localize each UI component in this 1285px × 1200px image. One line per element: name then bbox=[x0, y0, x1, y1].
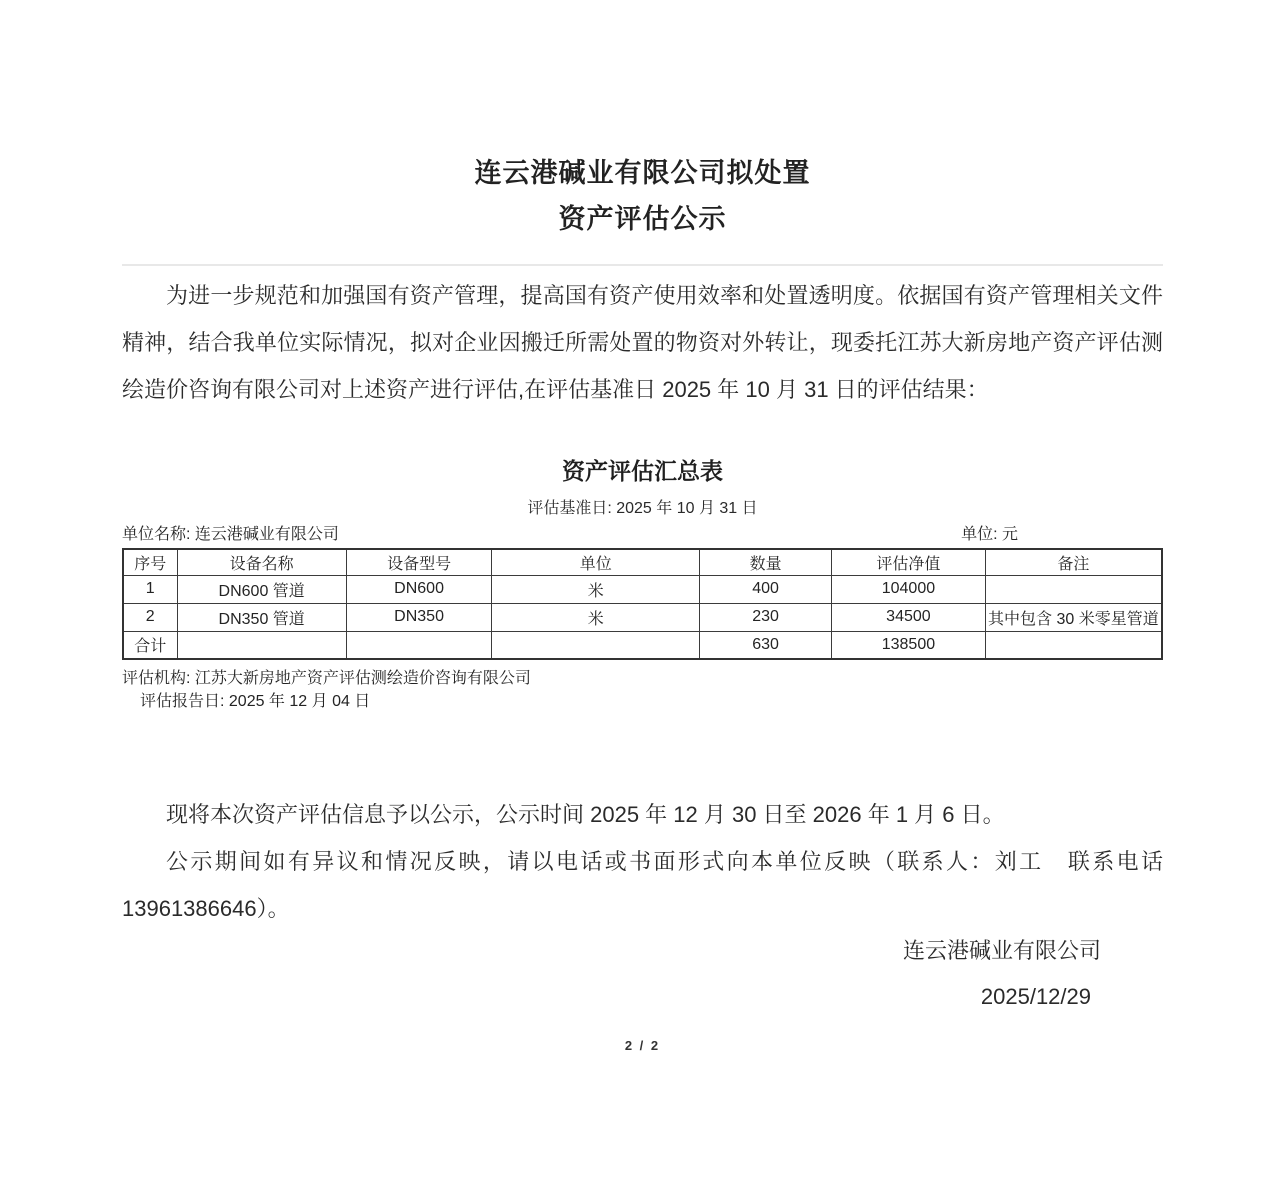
cell-assessed-value: 34500 bbox=[832, 603, 986, 631]
unit-name-label: 单位名称: 连云港碱业有限公司 bbox=[122, 526, 339, 543]
cell-unit bbox=[492, 631, 700, 659]
header-unit: 单位 bbox=[492, 549, 700, 575]
cell-seq: 1 bbox=[123, 575, 177, 603]
document-title-line1: 连云港碱业有限公司拟处置 bbox=[474, 158, 811, 188]
appraisal-report-date-line: 评估报告日: 2025 年 12 月 04 日 bbox=[140, 693, 371, 710]
document-title bbox=[122, 150, 1163, 242]
closing-paragraph-2: 公示期间如有异议和情况反映，请以电话或书面形式向本单位反映（联系人：刘工 联系电话 13961386646）。 bbox=[122, 849, 1163, 921]
intro-paragraph: 为进一步规范和加强国有资产管理，提高国有资产使用效率和处置透明度。依据国有资产管理相关文件精神，结合我单位实际情况，拟对企业因搬迁所需处置的物资对外转让，现委托江苏大新房地产资产评估测绘造价咨询有限公司对上述资产进行评估,在评估基准日 2025 年 10 月 31 日的评估结果： bbox=[122, 283, 1163, 402]
cell-device-model bbox=[346, 631, 491, 659]
summary-table-title: 资产评估汇总表 bbox=[562, 458, 723, 484]
cell-device-model: DN350 bbox=[346, 603, 491, 631]
table-row bbox=[123, 603, 1162, 631]
header-device-name: 设备名称 bbox=[177, 549, 346, 575]
table-total-row bbox=[123, 631, 1162, 659]
table-row bbox=[123, 575, 1162, 603]
cell-quantity: 400 bbox=[700, 575, 832, 603]
cell-remark: 其中包含 30 米零星管道 bbox=[985, 603, 1162, 631]
cell-remark bbox=[985, 575, 1162, 603]
header-device-model: 设备型号 bbox=[346, 549, 491, 575]
cell-device-model: DN600 bbox=[346, 575, 491, 603]
cell-total-label: 合计 bbox=[123, 631, 177, 659]
header-quantity: 数量 bbox=[700, 549, 832, 575]
table-header-row bbox=[123, 549, 1162, 575]
cell-seq: 2 bbox=[123, 603, 177, 631]
cell-unit: 米 bbox=[492, 575, 700, 603]
cell-assessed-value: 104000 bbox=[832, 575, 986, 603]
cell-device-name bbox=[177, 631, 346, 659]
cell-remark bbox=[985, 631, 1162, 659]
table-meta-row bbox=[122, 524, 1163, 546]
title-separator bbox=[122, 264, 1163, 266]
cell-unit: 米 bbox=[492, 603, 700, 631]
cell-quantity: 230 bbox=[700, 603, 832, 631]
header-remark: 备注 bbox=[985, 549, 1162, 575]
header-seq: 序号 bbox=[123, 549, 177, 575]
header-assessed-value: 评估净值 bbox=[832, 549, 986, 575]
base-date-line: 评估基准日: 2025 年 10 月 31 日 bbox=[527, 500, 758, 517]
page-number-indicator: 2 / 2 bbox=[624, 1038, 661, 1053]
signature-company: 连云港碱业有限公司 bbox=[902, 938, 1101, 963]
closing-paragraph-1: 现将本次资产评估信息予以公示，公示时间 2025 年 12 月 30 日至 2026 年 1 月 6 日。 bbox=[166, 802, 1005, 827]
cell-device-name: DN600 管道 bbox=[177, 575, 346, 603]
closing-section bbox=[122, 791, 1163, 932]
document-title-line2: 资产评估公示 bbox=[558, 204, 727, 234]
currency-unit-label: 单位: 元 bbox=[961, 526, 1018, 543]
cell-total-value: 138500 bbox=[832, 631, 986, 659]
cell-total-quantity: 630 bbox=[700, 631, 832, 659]
asset-summary-table bbox=[122, 548, 1163, 660]
document-content bbox=[122, 150, 1163, 1053]
cell-device-name: DN350 管道 bbox=[177, 603, 346, 631]
appraisal-agency-line: 评估机构: 江苏大新房地产资产评估测绘造价咨询有限公司 bbox=[122, 670, 531, 687]
signature-date: 2025/12/29 bbox=[980, 984, 1091, 1009]
